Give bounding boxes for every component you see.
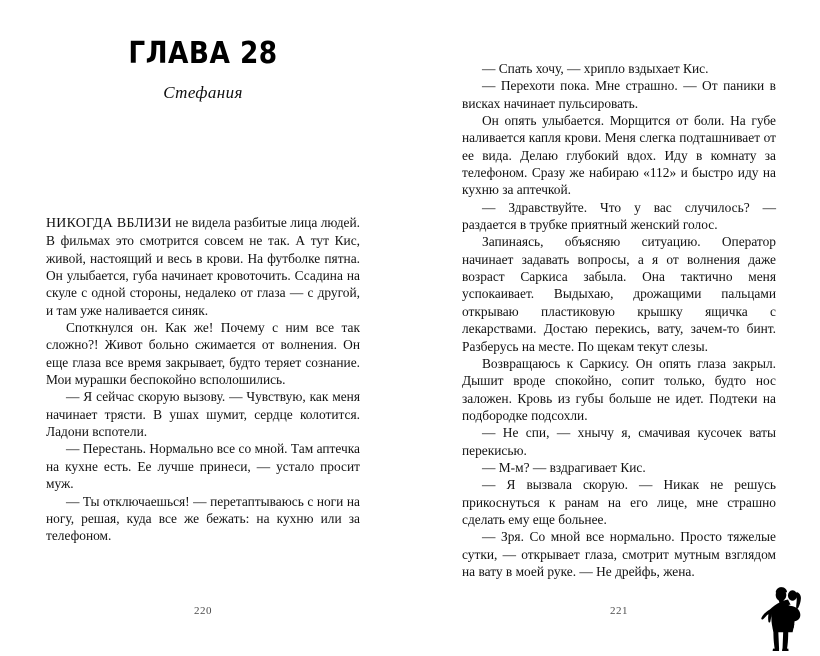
paragraph-dialogue: — Спать хочу, — хрипло вздыхает Кис. xyxy=(482,61,709,76)
paragraph-dialogue: — Я сейчас скорую вызову. — Чувствую, как меня начинает трясти. В ушах шумит, сердце колотится. Ладони вспотели. xyxy=(46,389,360,440)
couple-silhouette-icon xyxy=(752,586,808,652)
paragraph-dialogue: — Ты отключаешься! — перетаптываюсь с ноги на ногу, решая, куда все же бежать: на кухню или за телефоном. xyxy=(46,493,360,544)
paragraph-dialogue: — Здравствуйте. Что у вас случилось? — раздается в трубке приятный женский голос. xyxy=(462,199,776,233)
paragraph: Он опять улыбается. Морщится от боли. На губе наливается капля крови. Меня слегка подташнивает от ее вида. Делаю глубокий вдох. Иду в комнату за телефоном. Сразу же набираю «112» и быстро иду на кухню за аптечкой. xyxy=(462,113,776,198)
chapter-title: ГЛАВА 28 xyxy=(128,36,278,71)
left-page-body xyxy=(46,214,360,545)
paragraph-opening xyxy=(46,214,360,319)
opening-small-caps: НИКОГДА ВБЛИЗИ xyxy=(46,216,172,231)
paragraph-dialogue: — Не спи, — хнычу я, смачивая кусочек ваты перекисью. xyxy=(462,425,776,458)
paragraph-dialogue: — Зря. Со мной все нормально. Просто тяжелые сутки, — открывает глаза, смотрит мутным взглядом на вату в моей руке. — Не дрейфь, жена. xyxy=(462,529,776,579)
page-number-left: 220 xyxy=(194,605,212,617)
right-page xyxy=(410,0,820,656)
paragraph-dialogue: — Перехоти пока. Мне страшно. — От паники в висках начинает пульсировать. xyxy=(462,78,776,111)
paragraph: Споткнулся он. Как же! Почему с ним все так сложно?! Живот больно сжимается от волнения. Он еще глаза все время закрывает, будто теряет сознание. Мои мурашки беспокойно всполошились. xyxy=(46,320,360,388)
paragraph-dialogue: — Я вызвала скорую. — Никак не решусь прикоснуться к ранам на его лице, мне страшно сделать ему еще больнее. xyxy=(462,477,776,527)
right-page-body xyxy=(462,60,776,580)
paragraph-dialogue: — М-м? — вздрагивает Кис. xyxy=(482,459,646,475)
paragraph-text: не видела разбитые лица людей. В фильмах это смотрится совсем не так. А тут Кис, живой, настоящий и весь в крови. На футболке пятна. Он улыбается, губа начинает кровоточить. Ссадина на скуле с одной стороны, недалеко от глаза — с другой, и там уже наливается синяк. xyxy=(46,215,361,318)
chapter-subtitle-narrator: Стефания xyxy=(163,82,243,102)
paragraph-dialogue: — Перестань. Нормально все со мной. Там аптечка на кухне есть. Ее лучше принеси, — устало просит муж. xyxy=(46,441,360,492)
paragraph: Запинаясь, объясняю ситуацию. Оператор начинает задавать вопросы, а я от волнения даже возраст Саркиса забыла. Она тактично меня успокаивает. Выдыхаю, дрожащими пальцами открываю пластиковую крышку ящичка с лекарствами. Достаю перекись, вату, зачем-то бинт. Разберусь на месте. По щекам текут слезы. xyxy=(462,234,776,354)
paragraph: Возвращаюсь к Саркису. Он опять глаза закрыл. Дышит вроде спокойно, сопит только, будто нос заложен. Кровь из губы больше не идет. Подтеки на подбородке подсохли. xyxy=(462,355,776,423)
page-number-right: 221 xyxy=(610,605,628,617)
chapter-heading-block xyxy=(46,38,360,102)
